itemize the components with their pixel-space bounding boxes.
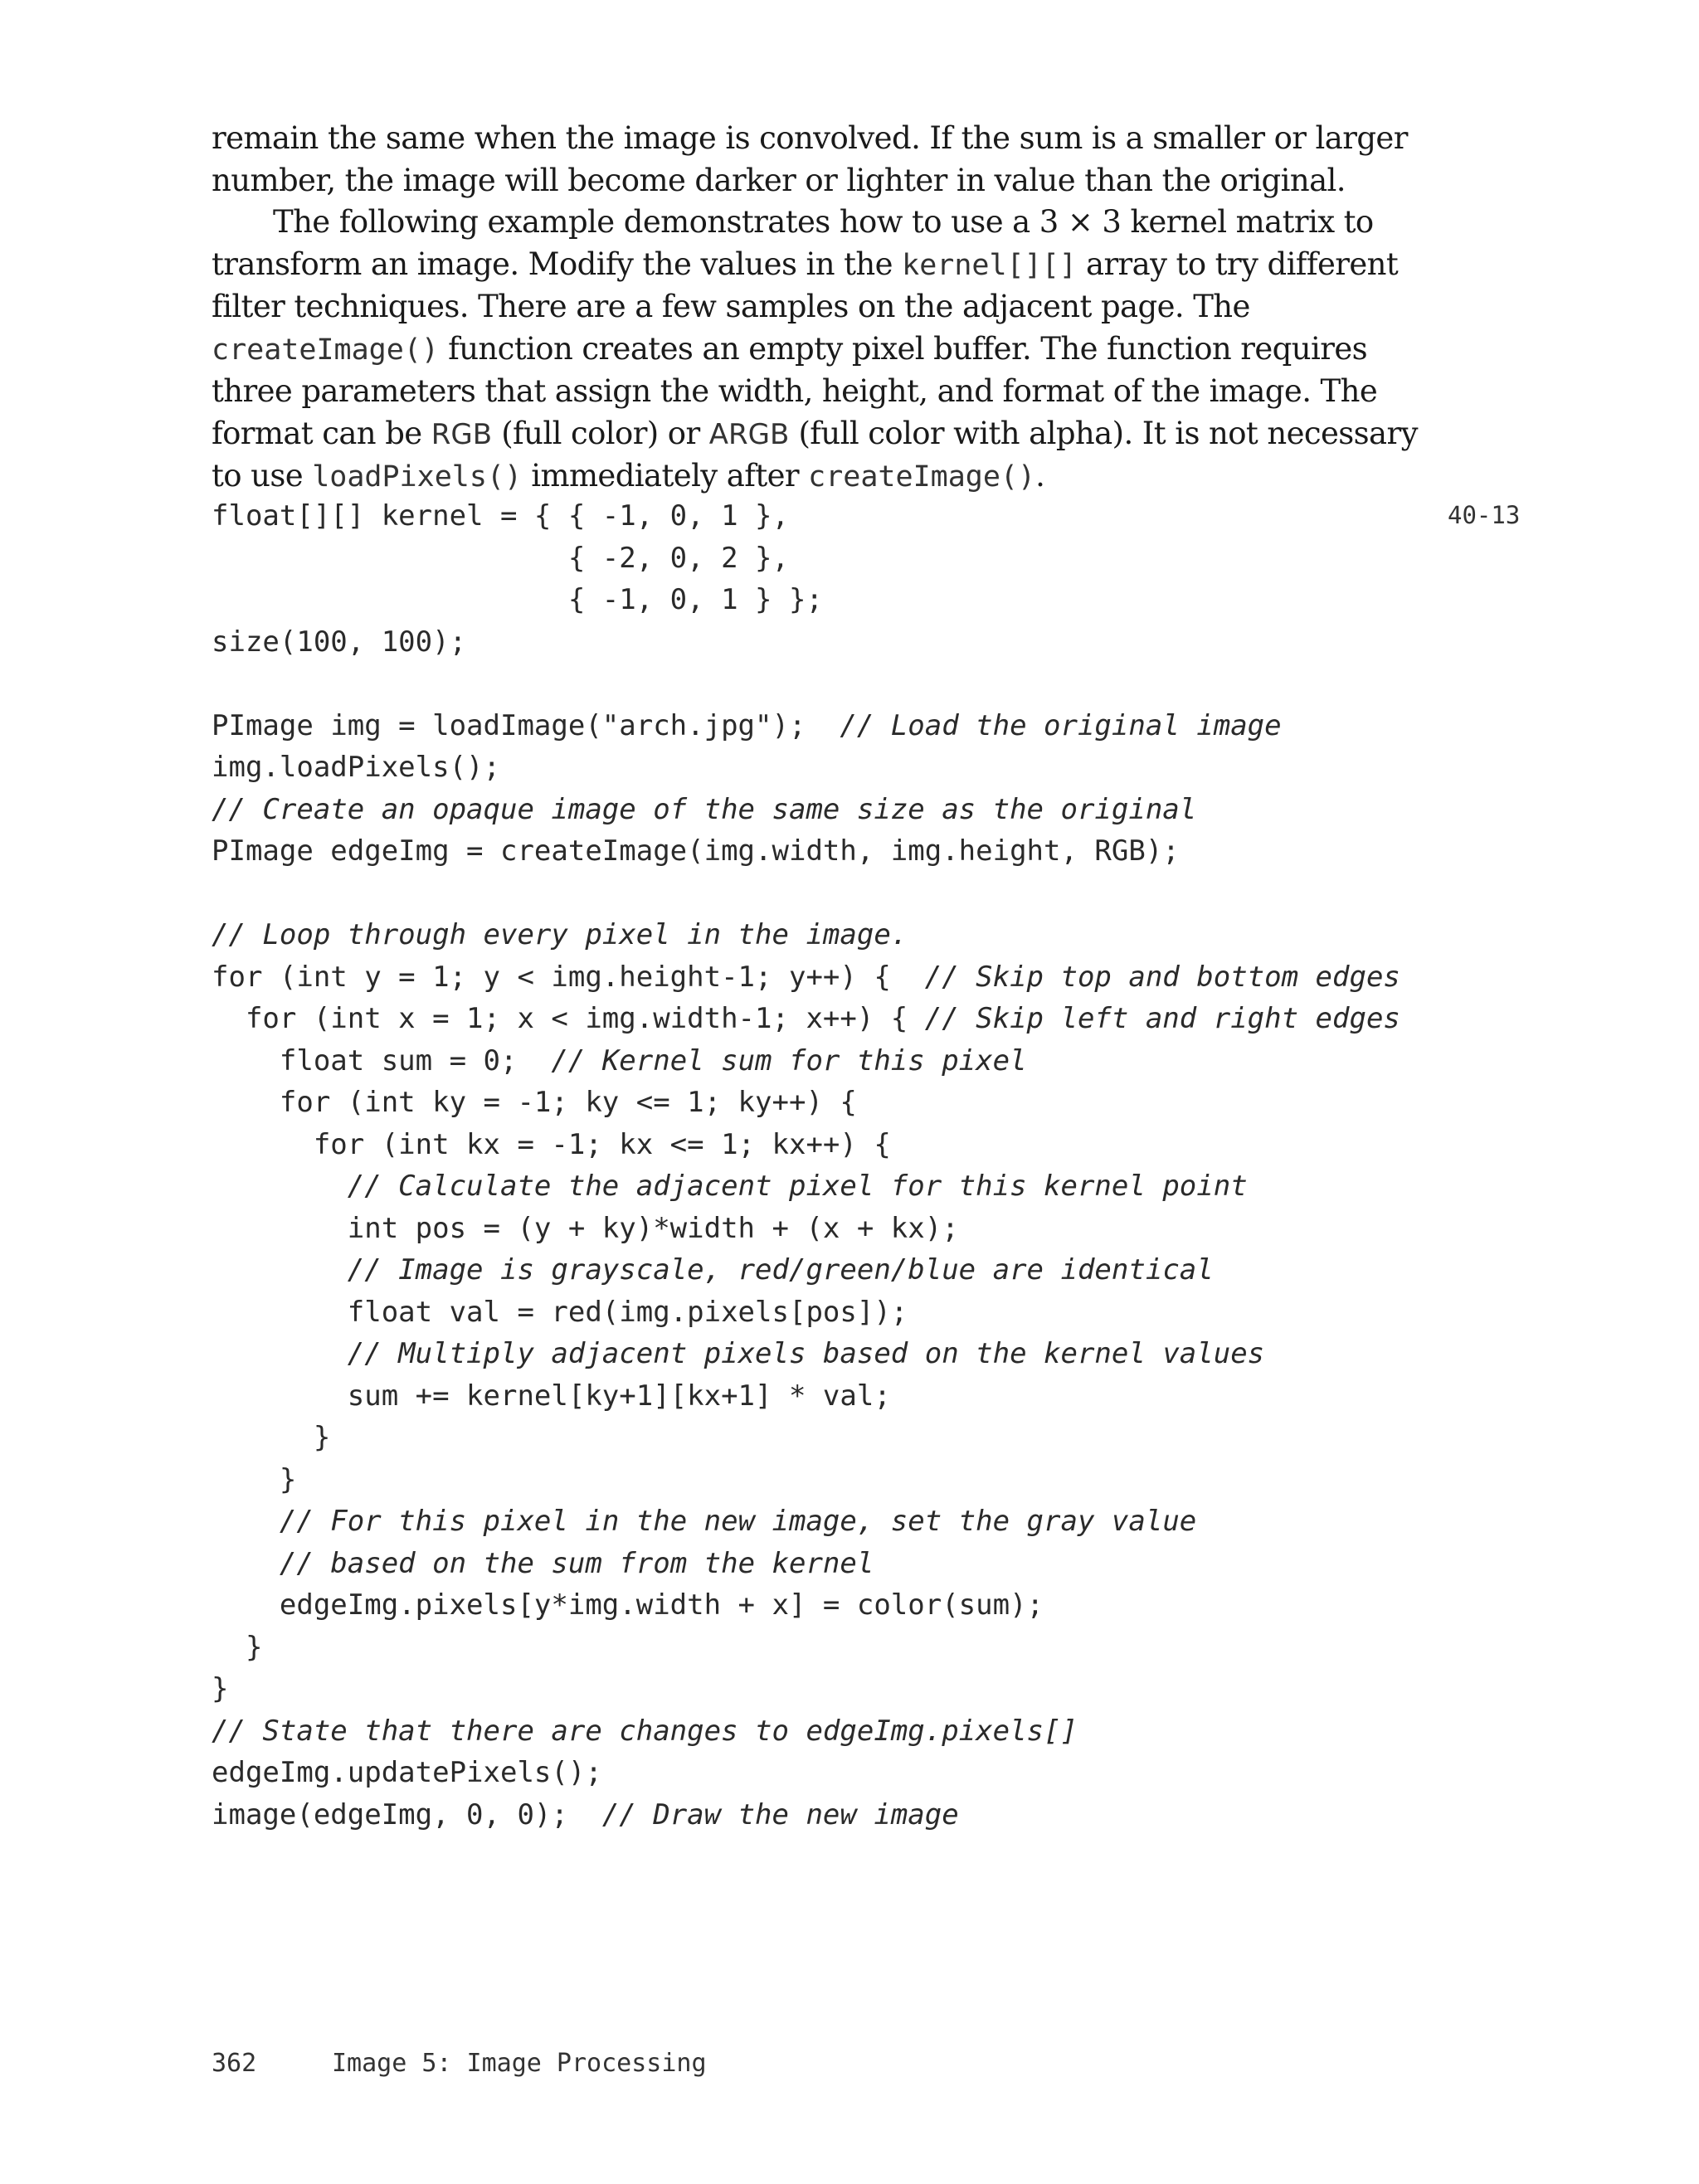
code-text: } (212, 1421, 331, 1454)
paragraph-text: immediately after (522, 458, 809, 494)
paragraph-2 (212, 202, 1431, 499)
code-text: PImage img = loadImage("arch.jpg"); (212, 708, 840, 742)
paragraph-text: remain the same when the image is convolved. If the sum is a smaller or larger number, the image will become darker or lighter in value than the original. (212, 120, 1408, 198)
code-text: } (212, 1630, 263, 1664)
code-line (212, 1165, 1400, 1208)
code-line (212, 998, 1400, 1040)
inline-code: kernel[][] (902, 248, 1077, 282)
code-line (212, 1040, 1400, 1082)
code-text: edgeImg.pixels[y*img.width + x] = color(sum); (212, 1588, 1044, 1622)
code-comment: // Kernel sum for this pixel (551, 1043, 1027, 1077)
code-text: { -2, 0, 2 }, (212, 541, 789, 575)
code-comment: // Create an opaque image of the same size as the original (212, 792, 1197, 826)
code-comment: // based on the sum from the kernel (279, 1546, 874, 1580)
code-line (212, 1794, 1400, 1836)
paragraph-text: function creates an empty pixel buffer. The function requires three parameters that assign the width, height, and format of the image. The format can be (212, 330, 1378, 451)
code-line (212, 1208, 1400, 1250)
code-line (212, 1543, 1400, 1585)
code-text: edgeImg.updatePixels(); (212, 1756, 602, 1789)
code-text: for (int y = 1; y < img.height-1; y++) { (212, 960, 925, 994)
code-text: float[][] kernel = { { -1, 0, 1 }, (212, 499, 789, 533)
code-comment: // Skip left and right edges (924, 1002, 1400, 1035)
code-line (212, 873, 1400, 915)
body-text (212, 118, 1431, 499)
code-line (212, 1124, 1400, 1166)
code-comment: // Image is grayscale, red/green/blue are identical (347, 1253, 1214, 1287)
code-text: for (int kx = -1; kx <= 1; kx++) { (212, 1127, 891, 1161)
code-text: image(edgeImg, 0, 0); (212, 1797, 602, 1831)
code-line (212, 537, 1400, 580)
inline-code: createImage() (212, 333, 439, 367)
code-comment: // Calculate the adjacent pixel for this kernel point (347, 1170, 1248, 1203)
inline-code: loadPixels() (312, 460, 523, 494)
code-comment: // Draw the new image (601, 1797, 959, 1831)
code-line (212, 495, 1400, 537)
code-line (212, 663, 1400, 705)
code-line (212, 1459, 1400, 1501)
code-line (212, 1752, 1400, 1794)
code-line (212, 747, 1400, 789)
paragraph-text: The following example demonstrates how to use a 3 × 3 kernel matrix to transform an image. Modify the values in the (212, 204, 1374, 282)
code-line (212, 956, 1400, 999)
code-text: int pos = (y + ky)*width + (x + kx); (212, 1211, 959, 1245)
code-text: size(100, 100); (212, 625, 467, 659)
inline-constant: ARGB (708, 417, 790, 451)
code-line (212, 705, 1400, 747)
code-line (212, 1291, 1400, 1334)
code-text (212, 1253, 348, 1287)
paragraph-1 (212, 118, 1431, 202)
code-text: { -1, 0, 1 } }; (212, 583, 823, 616)
paragraph-text: (full color) or (492, 415, 709, 451)
code-text (212, 1505, 280, 1538)
code-line (212, 1417, 1400, 1459)
code-text (212, 1547, 280, 1580)
code-text: float val = red(img.pixels[pos]); (212, 1295, 908, 1329)
inline-constant: RGB (431, 417, 493, 451)
code-text: for (int x = 1; x < img.width-1; x++) { (212, 1002, 925, 1035)
code-line (212, 1249, 1400, 1291)
code-text: } (212, 1672, 229, 1705)
code-line (212, 579, 1400, 621)
code-text (212, 1337, 348, 1370)
code-text: PImage edgeImg = createImage(img.width, img.height, RGB); (212, 834, 1180, 868)
code-text: for (int ky = -1; ky <= 1; ky++) { (212, 1086, 857, 1119)
code-line (212, 914, 1400, 956)
paragraph-text: (full color with alpha). It is not necessary to use (212, 415, 1418, 494)
running-footer-title: Image 5: Image Processing (332, 2049, 707, 2078)
code-line (212, 789, 1400, 831)
code-listing (212, 495, 1400, 1836)
code-comment: // Multiply adjacent pixels based on the kernel values (347, 1337, 1265, 1370)
code-text: sum += kernel[ky+1][kx+1] * val; (212, 1379, 891, 1413)
paragraph-text: . (1035, 458, 1045, 494)
code-line (212, 1584, 1400, 1627)
code-line (212, 1668, 1400, 1710)
inline-code: createImage() (808, 460, 1036, 494)
code-text: } (212, 1462, 297, 1496)
paragraph-text: array to try different filter techniques. There are a few samples on the adjacent page. The (212, 246, 1399, 324)
code-comment: // Skip top and bottom edges (924, 960, 1400, 994)
code-comment: // For this pixel in the new image, set the gray value (279, 1505, 1197, 1538)
page-number: 362 (212, 2049, 257, 2078)
code-example-number: 40-13 (1448, 501, 1521, 529)
code-line (212, 830, 1400, 873)
code-line (212, 1710, 1400, 1753)
code-comment: // Load the original image (840, 708, 1282, 742)
code-line (212, 1501, 1400, 1543)
code-line (212, 1333, 1400, 1375)
code-text (212, 1170, 348, 1203)
code-text: float sum = 0; (212, 1043, 552, 1077)
code-line (212, 1627, 1400, 1669)
code-line (212, 1375, 1400, 1418)
code-text: img.loadPixels(); (212, 751, 500, 784)
code-line (212, 1082, 1400, 1124)
code-comment: // Loop through every pixel in the image. (212, 918, 908, 951)
code-comment: // State that there are changes to edgeImg.pixels[] (212, 1714, 1078, 1748)
code-line (212, 621, 1400, 664)
